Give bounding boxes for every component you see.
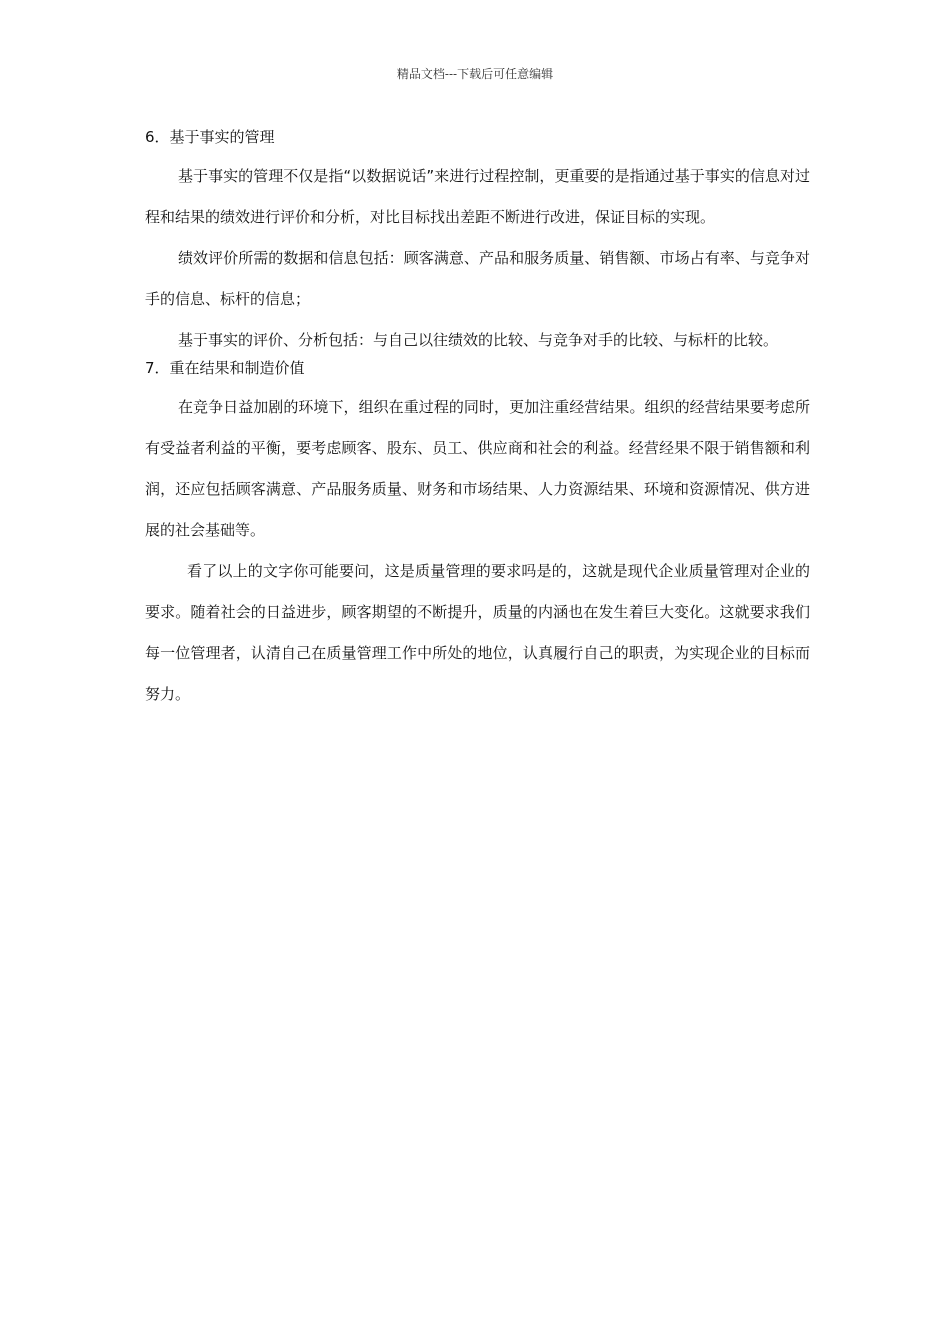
paragraph: 在竞争日益加剧的环境下，组织在重过程的同时，更加注重经营结果。组织的经营结果要考虑所有受益者利益的平衡，要考虑顾客、股东、员工、供应商和社会的利益。经营经果不限于销售额和利润，还应包括顾客满意、产品服务质量、财务和市场结果、人力资源结果、环境和资源情况、供方进展的社会基础等。 <box>145 398 810 539</box>
section-title-6: 6．基于事实的管理 <box>145 128 275 146</box>
paragraph: 基于事实的评价、分析包括：与自己以往绩效的比较、与竞争对手的比较、与标杆的比较。 <box>178 331 779 349</box>
section-title-7: 7．重在结果和制造价值 <box>145 359 305 377</box>
page-header: 精品文档---下载后可任意编辑 <box>396 67 554 81</box>
closing-paragraph: 看了以上的文字你可能要问，这是质量管理的要求吗是的，这就是现代企业质量管理对企业的要求。随着社会的日益进步，顾客期望的不断提升，质量的内涵也在发生着巨大变化。这就要求我们每一位管理者，认清自己在质量管理工作中所处的地位，认真履行自己的职责，为实现企业的目标而努力。 <box>145 562 810 703</box>
document-body <box>145 126 810 715</box>
paragraph: 基于事实的管理不仅是指“以数据说话”来进行过程控制，更重要的是指通过基于事实的信息对过程和结果的绩效进行评价和分析，对比目标找出差距不断进行改进，保证目标的实现。 <box>145 167 810 226</box>
paragraph: 绩效评价所需的数据和信息包括：顾客满意、产品和服务质量、销售额、市场占有率、与竞争对手的信息、标杆的信息； <box>145 249 810 308</box>
